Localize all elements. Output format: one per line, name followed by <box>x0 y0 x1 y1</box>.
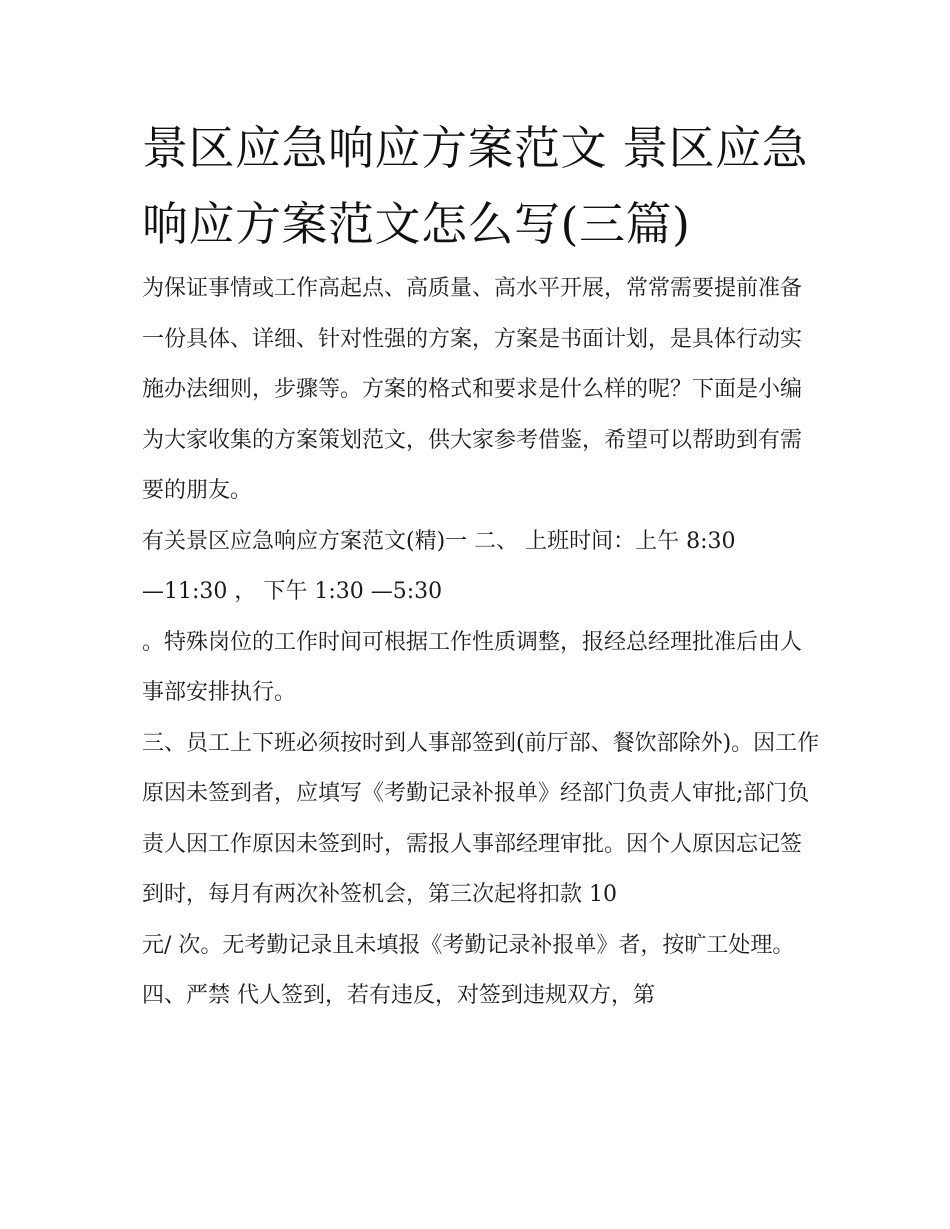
document-title: 景区应急响应方案范文 景区应急响应方案范文怎么写(三篇) <box>142 121 809 251</box>
paragraph-work-hours: 有关景区应急响应方案范文(精)一 二、 上班时间：上午 8:30 <box>142 528 736 554</box>
paragraph-sign-in-rules: 三、员工上下班必须按时到人事部签到(前厅部、餐饮部除外)。因工作原因未签到者，应填写《考勤记录补报单》经部门负责人审批;部门负责人因工作原因未签到时，需报人事部经理审批。因个人原因忘记签到时，每月有两次补签机会，第三次起将扣款 10 <box>142 730 820 907</box>
document-body <box>142 110 822 1022</box>
paragraph-special-positions: 。特殊岗位的工作时间可根据工作性质调整，报经总经理批准后由人事部安排执行。 <box>142 629 803 705</box>
paragraph-absence-rules: 元/ 次。无考勤记录且未填报《考勤记录补报单》者，按旷工处理。 四、严禁 代人签到，若有违反，对签到违规双方，第 <box>142 932 795 1008</box>
paragraph-work-hours-times: —11:30 ， 下午 1:30 —5:30 <box>142 579 443 604</box>
paragraph-intro: 为保证事情或工作高起点、高质量、高水平开展，常常需要提前准备一份具体、详细、针对性强的方案，方案是书面计划，是具体行动实施办法细则，步骤等。方案的格式和要求是什么样的呢？下面是小编为大家收集的方案策划范文，供大家参考借鉴，希望可以帮助到有需要的朋友。 <box>142 276 803 503</box>
title-block <box>142 110 822 262</box>
